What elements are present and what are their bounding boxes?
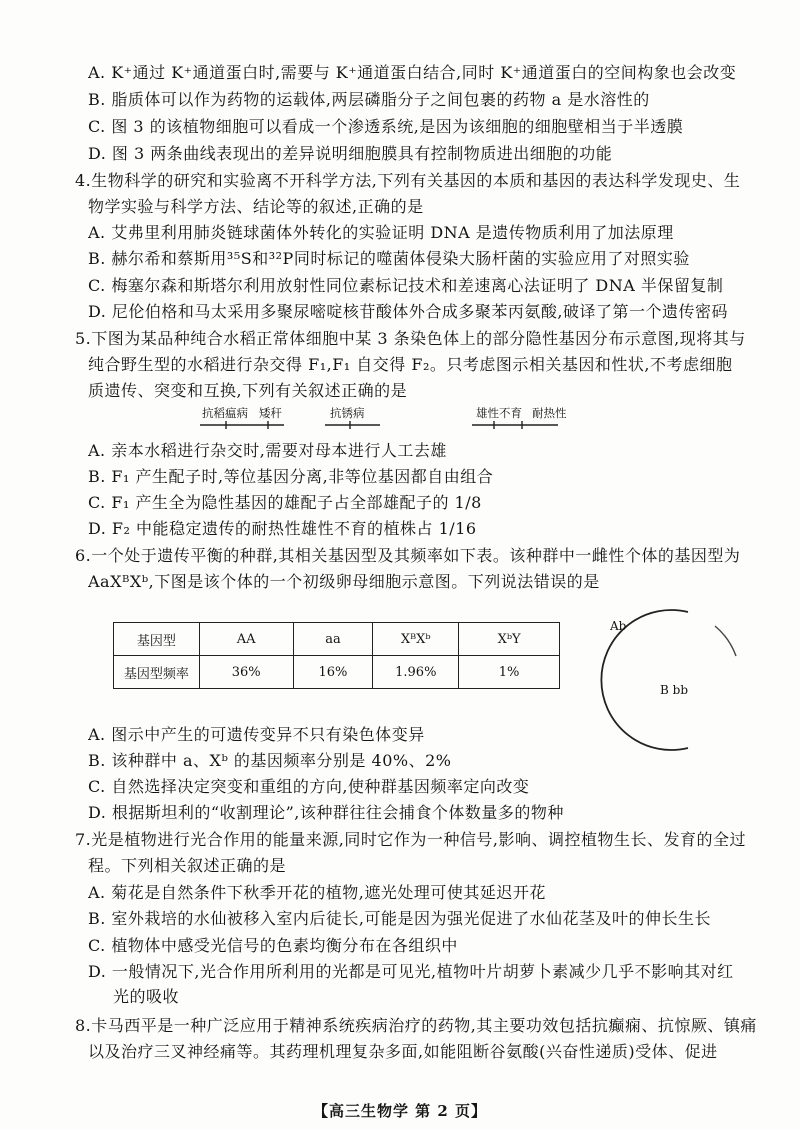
gene-label-dwarf: 矮秆 xyxy=(259,406,282,420)
chromosome-label-top: Ab xyxy=(610,619,627,633)
q8-stem-line-2: 以及治疗三叉神经痛等。其药理机理复杂多面,如能阻断谷氨酸(兴奋性递质)受体、促进 xyxy=(88,1042,718,1061)
gene-label-rust-resistance: 抗锈病 xyxy=(330,406,365,420)
chromosome-label-bottom: B bb xyxy=(660,683,688,697)
table-header-cell: 基因型 xyxy=(114,623,200,656)
q4-option-a: A. 艾弗里利用肺炎链球菌体外转化的实验证明 DNA 是遗传物质利用了加法原理 xyxy=(88,223,674,242)
q4-option-d: D. 尼伦伯格和马太采用多聚尿嘧啶核苷酸体外合成多聚苯丙氨酸,破译了第一个遗传密码 xyxy=(88,302,729,321)
q5-stem-line-1: 5.下图为某品种纯合水稻正常体细胞中某 3 条染色体上的部分隐性基因分布示意图,现将其与 xyxy=(75,329,746,348)
table-cell: 16% xyxy=(293,656,373,689)
q8-stem-line-1: 8.卡马西平是一种广泛应用于精神系统疾病治疗的药物,其主要功效包括抗癫痫、抗惊厥、镇痛 xyxy=(75,1016,757,1035)
q6-stem-line-2: AaXᴮXᵇ,下图是该个体的一个初级卵母细胞示意图。下列说法错误的是 xyxy=(88,572,600,591)
q7-option-d: D. 一般情况下,光合作用所利用的光都是可见光,植物叶片胡萝卜素减少几乎不影响其对红 xyxy=(88,962,734,981)
chromosome-1 xyxy=(200,406,284,429)
chromosome-3 xyxy=(472,406,567,429)
table-header-cell: XᵇY xyxy=(459,623,560,656)
q4-option-b: B. 赫尔希和蔡斯用³⁵S和³²P同时标记的噬菌体侵染大肠杆菌的实验应用了对照实验 xyxy=(88,249,690,268)
q5-option-a: A. 亲本水稻进行杂交时,需要对母本进行人工去雄 xyxy=(88,441,447,460)
q7-stem-line-2: 程。下列相关叙述正确的是 xyxy=(88,856,287,875)
table-header-cell: XᴮXᵇ xyxy=(373,623,459,656)
q5-option-b: B. F₁ 产生配子时,等位基因分离,非等位基因都自由组合 xyxy=(88,467,494,486)
q4-option-c: C. 梅塞尔森和斯塔尔利用放射性同位素标记技术和差速离心法证明了 DNA 半保留复制 xyxy=(88,276,724,295)
page-footer: 【高三生物学 第 2 页】 xyxy=(312,1102,488,1120)
gene-label-heat-tolerance: 耐热性 xyxy=(532,406,567,420)
table-header-cell: AA xyxy=(199,623,293,656)
table-cell: 36% xyxy=(199,656,293,689)
gene-label-male-sterility: 雄性不育 xyxy=(476,406,522,420)
q7-option-b: B. 室外栽培的水仙被移入室内后徒长,可能是因为强光促进了水仙花茎及叶的伸长生长 xyxy=(88,909,712,928)
q6-option-c: C. 自然选择决定突变和重组的方向,使种群基因频率定向改变 xyxy=(88,777,530,796)
q7-option-a: A. 菊花是自然条件下秋季开花的植物,遮光处理可使其延迟开花 xyxy=(88,883,546,902)
chromosome-2 xyxy=(325,406,380,429)
table-cell: 基因型频率 xyxy=(114,656,200,689)
table-row xyxy=(114,656,560,689)
q4-stem-line-1: 4.生物科学的研究和实验离不开科学方法,下列有关基因的本质和基因的表达科学发现史、生 xyxy=(75,171,741,190)
q3-option-b: B. 脂质体可以作为药物的运载体,两层磷脂分子之间包裹的药物 a 是水溶性的 xyxy=(88,90,650,109)
gene-label-rice-blast-resistance: 抗稻瘟病 xyxy=(202,406,248,420)
table-header-row xyxy=(114,623,560,656)
q6-stem-line-1: 6.一个处于遗传平衡的种群,其相关基因型及其频率如下表。该种群中一雌性个体的基因型为 xyxy=(75,546,741,565)
table-cell: 1% xyxy=(459,656,560,689)
q7-option-d-continued: 光的吸收 xyxy=(113,987,180,1006)
q5-option-c: C. F₁ 产生全为隐性基因的雄配子占全部雄配子的 1/8 xyxy=(88,493,482,512)
q5-chromosome-figure xyxy=(0,400,800,434)
genotype-frequency-table xyxy=(113,622,560,689)
q3-option-a: A. K⁺通过 K⁺通道蛋白时,需要与 K⁺通道蛋白结合,同时 K⁺通道蛋白的空间构象也会改变 xyxy=(88,63,737,82)
q3-option-d: D. 图 3 两条曲线表现出的差异说明细胞膜具有控制物质进出细胞的功能 xyxy=(88,144,613,163)
q7-option-c: C. 植物体中感受光信号的色素均衡分布在各组织中 xyxy=(88,936,458,955)
table-header-cell: aa xyxy=(293,623,373,656)
q6-option-a: A. 图示中产生的可遗传变异不只有染色体变异 xyxy=(88,725,425,744)
q5-stem-line-3: 质遗传、突变和互换,下列有关叙述正确的是 xyxy=(88,381,408,400)
q6-option-b: B. 该种群中 a、Xᵇ 的基因频率分别是 40%、2% xyxy=(88,751,452,770)
table-cell: 1.96% xyxy=(373,656,459,689)
q5-stem-line-2: 纯合野生型的水稻进行杂交得 F₁,F₁ 自交得 F₂。只考虑图示相关基因和性状,不考虑细胞 xyxy=(88,355,733,374)
q3-option-c: C. 图 3 的该植物细胞可以看成一个渗透系统,是因为该细胞的细胞壁相当于半透膜 xyxy=(88,117,684,136)
q4-stem-line-2: 物学实验与科学方法、结论等的叙述,正确的是 xyxy=(88,197,424,216)
cell-membrane-arc-right xyxy=(715,626,736,656)
q5-option-d: D. F₂ 中能稳定遗传的耐热性雄性不育的植株占 1/16 xyxy=(88,519,477,538)
q7-stem-line-1: 7.光是植物进行光合作用的能量来源,同时它作为一种信号,影响、调控植物生长、发育的全过 xyxy=(75,830,746,849)
q6-option-d: D. 根据斯坦利的“收割理论”,该种群往往会捕食个体数量多的物种 xyxy=(88,803,564,822)
